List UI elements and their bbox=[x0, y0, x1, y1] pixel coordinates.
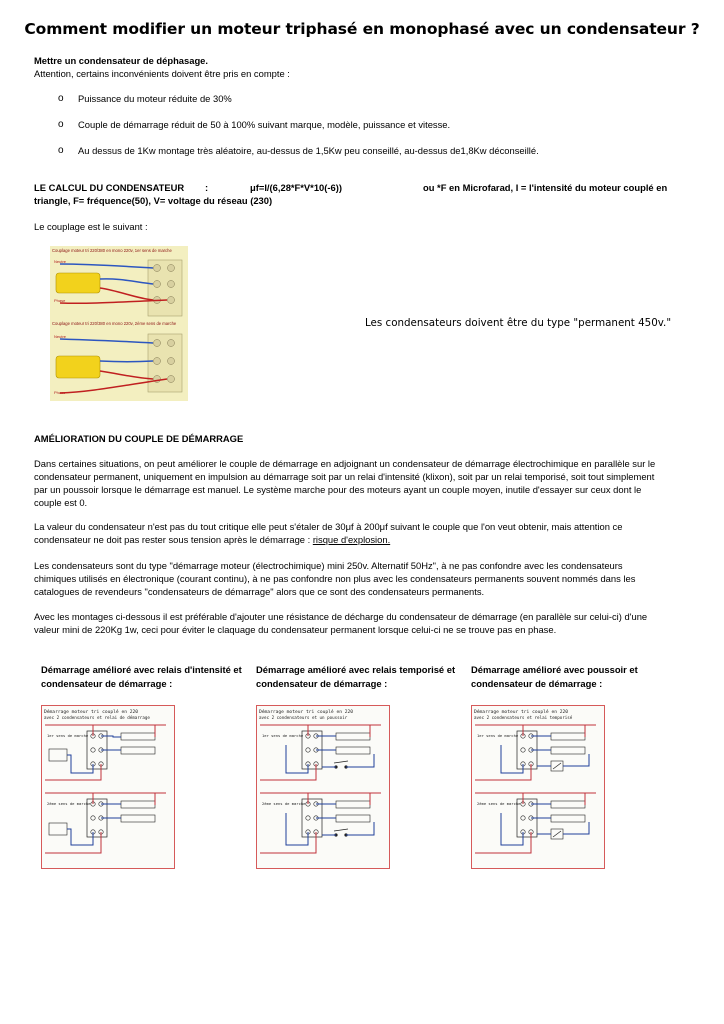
improvement-paragraph-2 bbox=[34, 521, 690, 547]
photo-label-bottom: Couplage moteur tri 220/380 en mono 220v, 2ème sens de marche bbox=[52, 321, 177, 326]
diagram-sense-label: 1er sens de marche bbox=[477, 733, 519, 738]
column-title-line: Démarrage amélioré avec poussoir et bbox=[471, 664, 638, 675]
diagram-subtitle: avec 2 condensateurs et relai temporisé bbox=[474, 715, 573, 720]
calc-label: LE CALCUL DU CONDENSATEUR bbox=[34, 182, 185, 193]
paragraph-line: chimiques utilisés en électronique (courant continu), à ne pas confondre non plus avec les condensateurs permanents souvent nommés dans les bbox=[34, 572, 636, 584]
diagram-title: Démarrage moteur tri couplé en 220 bbox=[44, 710, 139, 715]
intro-heading: Mettre un condensateur de déphasage. bbox=[34, 55, 208, 66]
column-title bbox=[256, 663, 468, 690]
wiring-diagram-timed-relay bbox=[471, 705, 605, 869]
paragraph-line: catalogues de revendeurs "condensateurs de démarrage" alors que ce sont des condensateurs permanents. bbox=[34, 585, 485, 597]
calc-legend: ou *F en Microfarad, I = l'intensité du moteur couplé en bbox=[423, 182, 668, 193]
paragraph-line: Avec les montages ci-dessous il est préférable d'ajouter une résistance de décharge du condensateur de démarrage (en parallèle sur celui-ci) d'une bbox=[34, 611, 648, 622]
bullet-item: Couple de démarrage réduit de 50 à 100% suivant marque, modèle, puissance et vitesse. bbox=[78, 119, 451, 130]
calc-formula: μf=I/(6,28*F*V*10(-6)) bbox=[250, 182, 342, 193]
wiring-diagram-intensity-relay bbox=[41, 705, 175, 869]
coupling-photo-drawing bbox=[50, 246, 188, 401]
diagram-sense-label: 1er sens de marche bbox=[47, 733, 89, 738]
wiring-diagram-drawing bbox=[471, 705, 605, 869]
paragraph-text: condensateur ne doit pas rester sous tension après le démarrage : bbox=[34, 533, 313, 545]
bullet-marker: o bbox=[58, 119, 64, 130]
wiring-diagram-drawing bbox=[256, 705, 390, 869]
wiring-diagram-drawing bbox=[41, 705, 175, 869]
explosion-risk-warning: risque d'explosion. bbox=[312, 533, 391, 545]
improvement-paragraph-3 bbox=[34, 560, 690, 599]
bullet-item: Puissance du moteur réduite de 30% bbox=[78, 93, 232, 104]
diagram-sense-label: 2ème sens de marche bbox=[477, 801, 521, 806]
diagram-sense-label: 2ème sens de marche bbox=[47, 801, 91, 806]
paragraph-line: condensateur permanent, uniquement en impulsion au démarrage soit par un relai d'intensité (klixon), soit par un relai temporisé, soit tout simplement bbox=[34, 470, 655, 482]
paragraph-line: Les condensateurs sont du type "démarrage moteur (électrochimique) mini 250v. Alternatif 50Hz", à ne pas confondre avec les condensateurs bbox=[34, 560, 623, 571]
photo-mark: Phase bbox=[54, 390, 66, 395]
diagram-subtitle: avec 2 condensateurs et un poussoir bbox=[259, 715, 348, 720]
coupling-photo bbox=[50, 246, 188, 401]
improvement-paragraph-4 bbox=[34, 611, 690, 637]
column-title-line: condensateur de démarrage : bbox=[41, 677, 173, 689]
paragraph-line: couple est 0. bbox=[34, 496, 88, 508]
diagram-title: Démarrage moteur tri couplé en 220 bbox=[474, 710, 569, 715]
bullet-marker: o bbox=[58, 93, 64, 104]
improvement-paragraph-1 bbox=[34, 458, 690, 510]
diagram-subtitle: avec 2 condensateurs et relai de démarrage bbox=[44, 715, 150, 720]
diagram-sense-label: 2ème sens de marche bbox=[262, 801, 306, 806]
diagram-title: Démarrage moteur tri couplé en 220 bbox=[259, 710, 354, 715]
paragraph-line: Dans certaines situations, on peut améliorer le couple de démarrage en adjoignant un condensateur de démarrage électrochimique en parallèle sur le bbox=[34, 458, 656, 469]
calc-colon: : bbox=[205, 182, 209, 193]
wiring-diagram-push-button bbox=[256, 705, 390, 869]
bullet-item: Au dessus de 1Kw montage très aléatoire, au-dessus de 1,5Kw peu conseillé, au-dessus de1,8Kw déconseillé. bbox=[78, 145, 539, 156]
calc-legend-continued: triangle, F= fréquence(50), V= voltage du réseau (230) bbox=[34, 195, 273, 206]
photo-mark: Neutre bbox=[54, 259, 67, 264]
photo-label-top: Couplage moteur tri 220/380 en mono 220v, 1er sens de marche bbox=[52, 248, 172, 253]
capacitor-type-note: Les condensateurs doivent être du type "permanent 450v." bbox=[365, 317, 672, 329]
paragraph-line: La valeur du condensateur n'est pas du tout critique elle peut s'étaler de 30μf à 200μf suivant le couple que l'on veut obtenir, mais attention ce bbox=[34, 521, 623, 532]
page-title: Comment modifier un moteur triphasé en monophasé avec un condensateur ? bbox=[24, 20, 700, 38]
paragraph-line bbox=[34, 534, 690, 547]
column-title-line: condensateur de démarrage : bbox=[256, 677, 388, 689]
intro-warning: Attention, certains inconvénients doivent être pris en compte : bbox=[34, 68, 290, 79]
column-title bbox=[471, 663, 683, 690]
diagram-sense-label: 1er sens de marche bbox=[262, 733, 304, 738]
photo-mark: Neutre bbox=[54, 334, 67, 339]
column-title-line: condensateur de démarrage : bbox=[471, 677, 603, 689]
photo-mark: Phase bbox=[54, 298, 66, 303]
paragraph-line: valeur mini de 220Kg 1w, ceci pour éviter le claquage du condensateur permanent lorsque celui-ci ne se trouve pas en phase. bbox=[34, 623, 557, 635]
column-title-line: Démarrage amélioré avec relais d'intensité et bbox=[41, 664, 242, 675]
paragraph-line: par un poussoir lorsque le démarrage est manuel. Le système marche pour des moteurs ayant un couple moyen, inutile d'essayer sur ceux dont le bbox=[34, 483, 642, 495]
column-title bbox=[41, 663, 253, 690]
column-title-line: Démarrage amélioré avec relais temporisé et bbox=[256, 664, 456, 675]
improvement-heading: AMÉLIORATION DU COUPLE DE DÉMARRAGE bbox=[34, 433, 244, 444]
bullet-marker: o bbox=[58, 145, 64, 156]
coupling-text: Le couplage est le suivant : bbox=[34, 221, 148, 232]
